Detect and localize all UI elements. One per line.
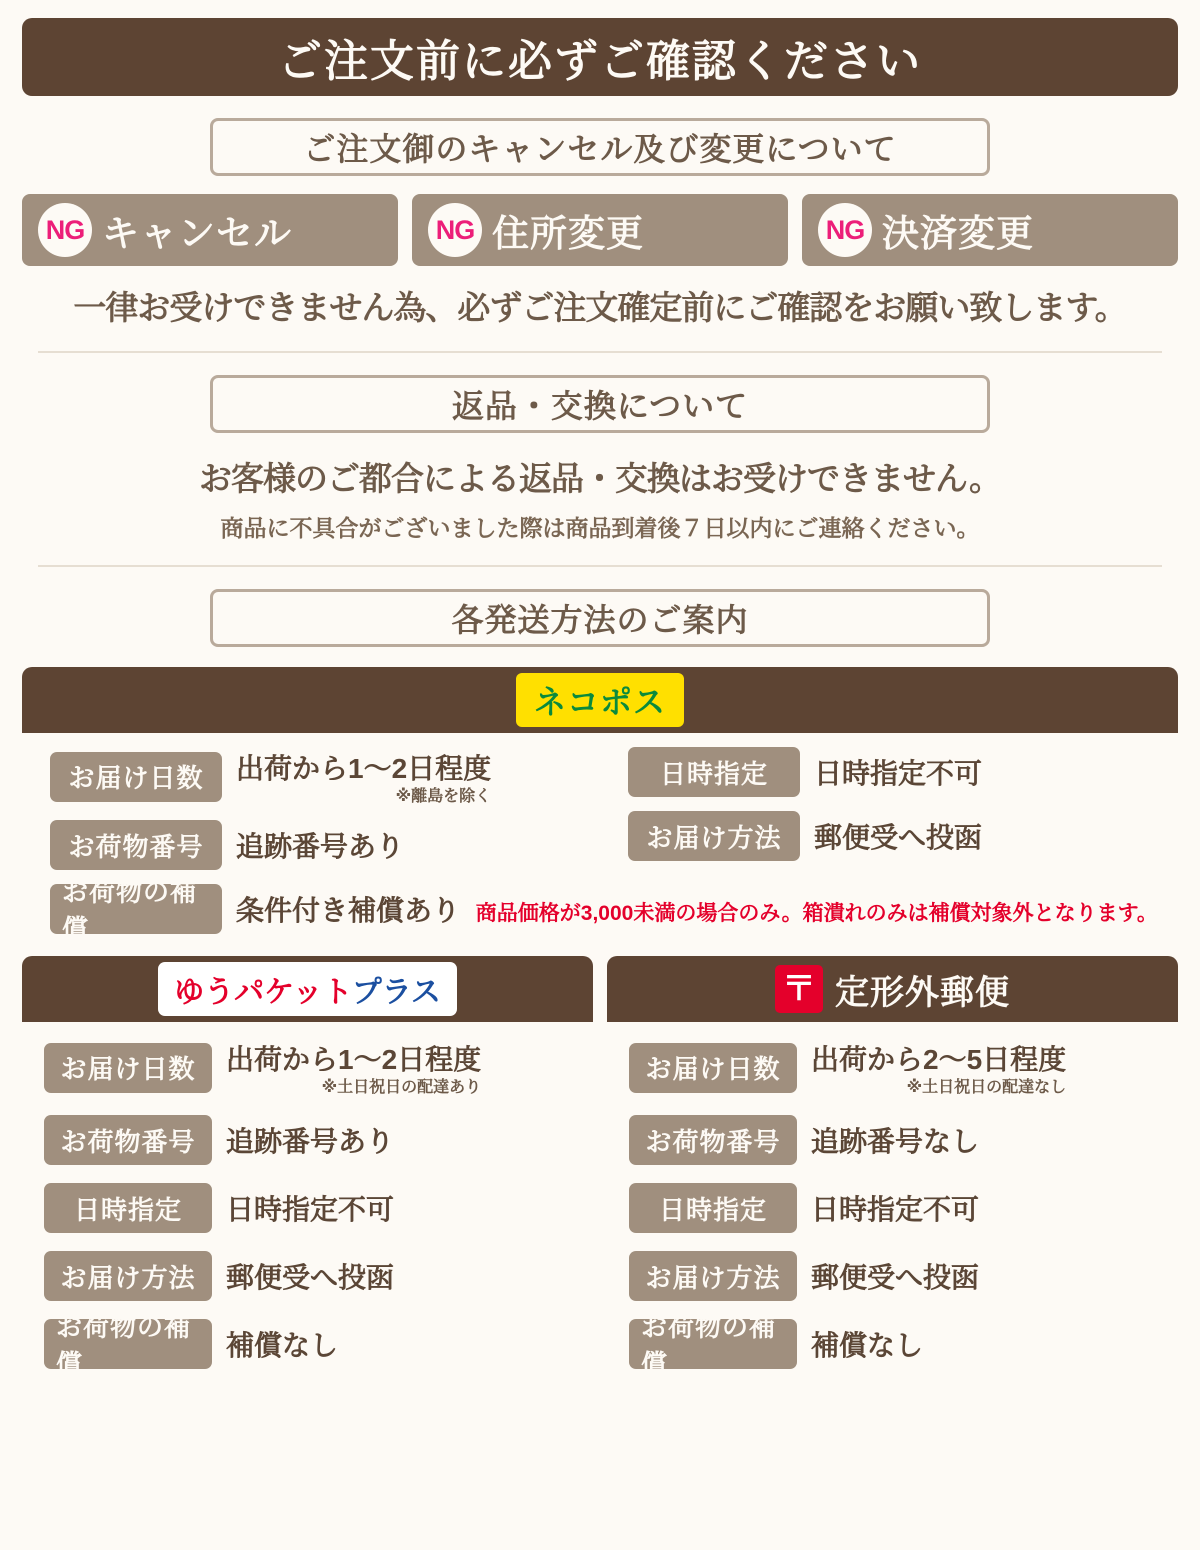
ng-item-payment-change <box>802 194 1178 266</box>
yupacket-logo-blue: プラス <box>351 976 441 1009</box>
teikeigai-logo <box>775 965 1010 1014</box>
table-row <box>629 1183 1178 1233</box>
row-label: お荷物の補償 <box>629 1319 797 1369</box>
teikeigai-header <box>607 956 1178 1022</box>
row-label: お届け方法 <box>44 1251 212 1301</box>
row-value: 郵便受へ投函 <box>814 822 983 853</box>
table-row <box>629 1115 1178 1165</box>
return-sub-note: 商品に不具合がございました際は商品到着後７日以内にご連絡ください。 <box>220 515 980 541</box>
section-title-shipping <box>210 589 990 647</box>
row-label: お届け方法 <box>629 1251 797 1301</box>
ng-item-address-change <box>412 194 788 266</box>
row-value: 追跡番号なし <box>811 1126 980 1157</box>
ng-badge-icon: NG <box>428 203 482 257</box>
ng-items-row <box>22 194 1178 266</box>
yupacket-header <box>22 956 593 1022</box>
section-title-return-label: 返品・交換について <box>451 388 749 424</box>
nekoposu-logo: ネコポス <box>516 673 684 727</box>
row-value: 日時指定不可 <box>811 1194 980 1225</box>
row-label: 日時指定 <box>44 1183 212 1233</box>
section-title-shipping-label: 各発送方法のご案内 <box>451 602 749 638</box>
table-row <box>628 747 1178 797</box>
table-row <box>629 1251 1178 1301</box>
page-title: ご注文前に必ずご確認ください <box>278 37 922 86</box>
yupacket-logo <box>158 962 457 1016</box>
row-value-warning: 商品価格が3,000未満の場合のみ。箱潰れのみは補償対象外となります。 <box>475 902 1158 925</box>
nekoposu-rows-grid <box>22 733 1178 884</box>
row-label: お届け日数 <box>50 752 222 802</box>
divider-2 <box>38 565 1162 567</box>
row-value <box>236 889 1158 929</box>
table-row <box>629 1038 1178 1097</box>
row-value: 郵便受へ投函 <box>226 1262 395 1293</box>
row-value: 郵便受へ投函 <box>811 1262 980 1293</box>
teikeigai-logo-label: 定形外郵便 <box>835 973 1010 1012</box>
row-label: お荷物番号 <box>629 1115 797 1165</box>
row-value: 追跡番号あり <box>226 1126 395 1157</box>
yupacket-rows <box>22 1022 593 1379</box>
ng-item-label: キャンセル <box>102 213 292 254</box>
row-label: お荷物番号 <box>44 1115 212 1165</box>
row-value-text: 出荷から1〜2日程度 <box>226 1044 482 1075</box>
row-value-text: 出荷から1〜2日程度 <box>236 753 492 784</box>
row-label: 日時指定 <box>628 747 800 797</box>
row-label: お荷物番号 <box>50 820 222 870</box>
yupacket-logo-red: ゆうパケット <box>174 976 352 1009</box>
row-label: お荷物の補償 <box>50 884 222 934</box>
shipping-bottom-blocks <box>22 956 1178 1387</box>
row-label: お届け方法 <box>628 811 800 861</box>
return-main-note: お客様のご都合による返品・交換はお受けできません。 <box>199 460 1001 497</box>
row-value-text: 出荷から2〜5日程度 <box>811 1044 1067 1075</box>
ng-item-label: 住所変更 <box>492 213 644 254</box>
row-value: 補償なし <box>811 1330 924 1361</box>
nekoposu-left-column <box>22 747 600 884</box>
row-value: 日時指定不可 <box>814 758 983 789</box>
row-value-subnote: ※土日祝日の配達あり <box>321 1079 482 1096</box>
table-row <box>44 1312 593 1379</box>
table-row <box>629 1312 1178 1379</box>
nekoposu-header <box>22 667 1178 733</box>
ng-badge-icon: NG <box>38 203 92 257</box>
shipping-block-teikeigai-yubin <box>607 956 1178 1387</box>
table-row <box>50 820 600 870</box>
row-label: お届け日数 <box>44 1043 212 1093</box>
ng-item-cancel <box>22 194 398 266</box>
row-value: 追跡番号あり <box>236 831 405 862</box>
section-title-cancel <box>210 118 990 176</box>
table-row <box>44 1038 593 1097</box>
row-label: お荷物の補償 <box>44 1319 212 1369</box>
shipping-block-nekoposu <box>22 667 1178 944</box>
teikeigai-rows <box>607 1022 1178 1379</box>
row-value-subnote: ※土日祝日の配達なし <box>906 1079 1067 1096</box>
page-header-banner <box>22 18 1178 96</box>
postal-mark-icon: 〒 <box>775 965 823 1013</box>
divider-1 <box>38 351 1162 353</box>
row-value <box>811 1038 1066 1097</box>
table-row <box>44 1115 593 1165</box>
section-title-cancel-label: ご注文御のキャンセル及び変更について <box>303 131 897 167</box>
row-value <box>226 1038 481 1097</box>
table-row <box>50 747 600 806</box>
shipping-block-yupacket-plus <box>22 956 593 1387</box>
nekoposu-right-column <box>600 747 1178 884</box>
row-value <box>236 747 491 806</box>
row-value: 補償なし <box>226 1330 339 1361</box>
section-title-return <box>210 375 990 433</box>
nekoposu-compensation-row <box>22 877 1178 944</box>
row-value-subnote: ※離島を除く <box>395 788 492 805</box>
row-label: お届け日数 <box>629 1043 797 1093</box>
table-row <box>628 811 1178 861</box>
ng-item-label: 決済変更 <box>882 213 1034 254</box>
cancel-note-text: 一律お受けできません為、必ずご注文確定前にご確認をお願い致します。 <box>73 289 1127 326</box>
table-row <box>50 877 1178 944</box>
row-value-text: 条件付き補償あり <box>236 895 461 926</box>
row-value: 日時指定不可 <box>226 1194 395 1225</box>
row-label: 日時指定 <box>629 1183 797 1233</box>
table-row <box>44 1183 593 1233</box>
table-row <box>44 1251 593 1301</box>
ng-badge-icon: NG <box>818 203 872 257</box>
